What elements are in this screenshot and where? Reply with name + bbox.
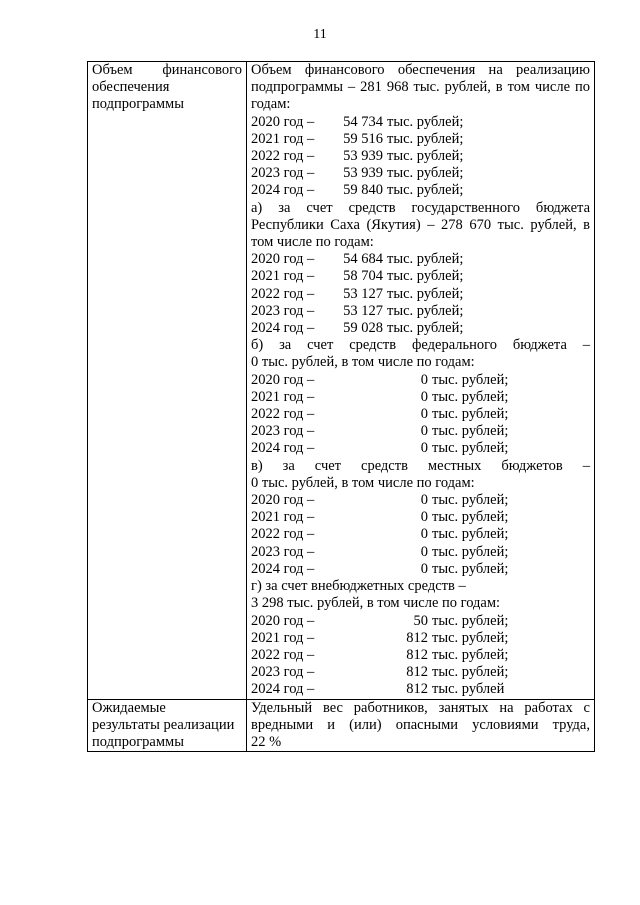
- year-line: 2022 год – 53 939 тыс. рублей;: [251, 148, 464, 165]
- text-line: том числе по годам:: [251, 234, 374, 251]
- year-line: 2024 год – 59 840 тыс. рублей;: [251, 182, 464, 199]
- text-line: Удельный вес работников, занятых на работах с: [251, 699, 590, 716]
- text-line: 22 %: [251, 733, 282, 750]
- value-cell-financing: [247, 62, 595, 700]
- year-line: 2021 год – 812 тыс. рублей;: [251, 629, 509, 646]
- text-line: б) за счет средств федерального бюджета –: [251, 337, 590, 354]
- year-line: 2020 год – 54 734 тыс. рублей;: [251, 113, 464, 130]
- year-line: 2020 год – 0 тыс. рублей;: [251, 492, 509, 509]
- year-line: 2022 год – 53 127 тыс. рублей;: [251, 285, 464, 302]
- year-line: 2024 год – 812 тыс. рублей: [251, 681, 505, 698]
- year-line: 2024 год – 0 тыс. рублей;: [251, 560, 509, 577]
- text-line: годам:: [251, 96, 291, 113]
- text-line: 0 тыс. рублей, в том числе по годам:: [251, 474, 475, 491]
- label-line: Объем финансового: [92, 62, 242, 78]
- page-number: 11: [313, 27, 327, 42]
- label-line: результаты реализации: [92, 716, 235, 733]
- year-line: 2023 год – 53 127 тыс. рублей;: [251, 302, 464, 319]
- year-line: 2020 год – 50 тыс. рублей;: [251, 612, 509, 629]
- label-cell-financing: [88, 62, 247, 700]
- year-line: 2023 год – 53 939 тыс. рублей;: [251, 165, 464, 182]
- year-line: 2023 год – 812 тыс. рублей;: [251, 664, 509, 681]
- label-line: подпрограммы: [92, 96, 184, 113]
- year-line: 2020 год – 54 684 тыс. рублей;: [251, 251, 464, 268]
- passport-table: [87, 61, 595, 752]
- year-line: 2024 год – 0 тыс. рублей;: [251, 440, 509, 457]
- text-line: Республики Саха (Якутия) – 278 670 тыс. рублей, в: [251, 216, 590, 233]
- year-line: 2022 год – 812 тыс. рублей;: [251, 646, 509, 663]
- label-line: Ожидаемые: [92, 699, 166, 716]
- year-line: 2021 год – 58 704 тыс. рублей;: [251, 268, 464, 285]
- year-line: 2021 год – 0 тыс. рублей;: [251, 509, 509, 526]
- year-line: 2022 год – 0 тыс. рублей;: [251, 526, 509, 543]
- text-line: подпрограммы – 281 968 тыс. рублей, в том числе по: [251, 79, 590, 96]
- year-line: 2021 год – 0 тыс. рублей;: [251, 388, 509, 405]
- text-line: 3 298 тыс. рублей, в том числе по годам:: [251, 595, 501, 612]
- label-line: обеспечения: [92, 79, 170, 96]
- year-line: 2022 год – 0 тыс. рублей;: [251, 406, 509, 423]
- label-cell-results: [88, 699, 247, 752]
- value-cell-results: [247, 699, 595, 752]
- year-line: 2023 год – 0 тыс. рублей;: [251, 423, 509, 440]
- year-line: 2020 год – 0 тыс. рублей;: [251, 371, 509, 388]
- table-row-results: [88, 699, 595, 752]
- text-line: в) за счет средств местных бюджетов –: [251, 457, 590, 474]
- year-line: 2023 год – 0 тыс. рублей;: [251, 543, 509, 560]
- text-line: 0 тыс. рублей, в том числе по годам:: [251, 354, 475, 371]
- year-line: 2024 год – 59 028 тыс. рублей;: [251, 320, 464, 337]
- label-line: подпрограммы: [92, 733, 184, 750]
- text-line: г) за счет внебюджетных средств –: [251, 578, 466, 595]
- text-line: а) за счет средств государственного бюджета: [251, 199, 590, 216]
- table-row-financing: [88, 62, 595, 700]
- text-line: вредными и (или) опасными условиями труда,: [251, 716, 590, 733]
- year-line: 2021 год – 59 516 тыс. рублей;: [251, 130, 464, 147]
- text-line: Объем финансового обеспечения на реализацию: [251, 62, 590, 78]
